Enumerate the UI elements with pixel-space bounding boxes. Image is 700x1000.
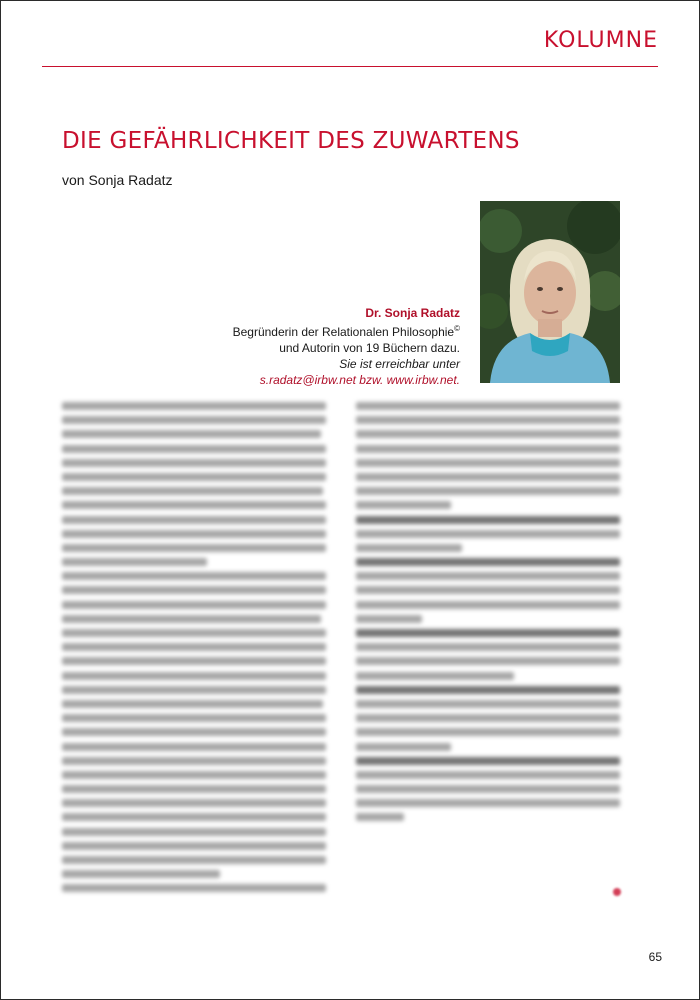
author-info: [233, 305, 460, 388]
article-end-mark: [613, 888, 621, 896]
copyright-mark: ©: [454, 324, 460, 333]
author-role-text: Begründerin der Relationalen Philosophie: [232, 325, 455, 339]
author-role: [233, 321, 460, 340]
header-rule: [42, 66, 658, 67]
article-title: DIE GEFÄHRLICHKEIT DES ZUWARTENS: [62, 128, 520, 154]
article-body-blurred: [62, 402, 622, 912]
article-column-left: [62, 402, 326, 899]
author-name: Dr. Sonja Radatz: [365, 306, 460, 320]
author-contact-link[interactable]: s.radatz@irbw.net bzw. www.irbw.net.: [259, 373, 460, 387]
author-photo: [480, 201, 620, 383]
article-column-right: [356, 402, 620, 828]
author-books: und Autorin von 19 Büchern dazu.: [279, 341, 460, 355]
page-number: 65: [648, 950, 662, 964]
byline: von Sonja Radatz: [62, 172, 173, 188]
section-label: KOLUMNE: [543, 28, 658, 53]
author-contact-note: Sie ist erreichbar unter: [339, 357, 460, 371]
